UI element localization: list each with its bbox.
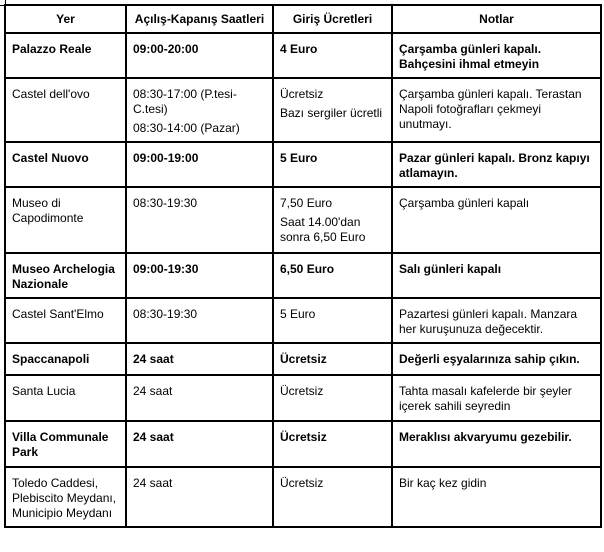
table-row (5, 421, 601, 467)
hours-cell (126, 142, 273, 187)
notes-cell-text: Salı günleri kapalı (399, 262, 502, 276)
place-cell (5, 467, 126, 527)
fee-cell-text: Ücretsiz (280, 352, 327, 366)
fee-cell-text: 5 Euro (280, 151, 318, 165)
fee-cell-text: Bazı sergiler ücretli (280, 106, 383, 120)
place-cell (5, 187, 126, 253)
table-row (5, 78, 601, 142)
table-row (5, 467, 601, 527)
notes-cell-text: Pazar günleri kapalı. Bronz kapıyı atlamayın. (399, 151, 590, 180)
notes-cell-text: Bir kaç kez gidin (399, 476, 487, 490)
notes-cell-text: Tahta masalı kafelerde bir şeyler içerek sahili seyredin (399, 384, 572, 413)
notes-cell-text: Çarşamba günleri kapalı. Terastan Napoli fotoğrafları çekmeyi unutmayı. (399, 87, 582, 131)
hours-cell (126, 78, 273, 142)
fee-cell (273, 78, 392, 142)
header-fee: Giriş Ücretleri (273, 5, 392, 33)
place-cell (5, 142, 126, 187)
place-cell-text: Castel Sant'Elmo (12, 307, 104, 321)
place-cell-text: Villa Communale Park (12, 430, 109, 459)
fee-cell-text: 7,50 Euro (280, 196, 333, 210)
hours-cell (126, 467, 273, 527)
notes-cell (392, 421, 601, 467)
hours-cell-text: 09:00-19:30 (133, 262, 199, 276)
notes-cell-text: Pazartesi günleri kapalı. Manzara her kuruşunuza değecektir. (399, 307, 578, 336)
place-cell-text: Museo di Capodimonte (12, 196, 84, 225)
attractions-table (4, 4, 602, 528)
header-row (5, 5, 601, 33)
hours-cell (126, 343, 273, 375)
place-cell-text: Toledo Caddesi, Plebiscito Meydanı, Municipio Meydanı (12, 476, 117, 520)
fee-cell (273, 187, 392, 253)
header-place: Yer (5, 5, 126, 33)
table-row (5, 253, 601, 298)
notes-cell (392, 343, 601, 375)
hours-cell-text: 24 saat (133, 384, 173, 398)
place-cell-text: Palazzo Reale (12, 42, 92, 56)
notes-cell (392, 78, 601, 142)
fee-cell (273, 343, 392, 375)
place-cell (5, 33, 126, 78)
fee-cell (273, 253, 392, 298)
fee-cell (273, 421, 392, 467)
fee-cell (273, 142, 392, 187)
place-cell (5, 253, 126, 298)
place-cell (5, 78, 126, 142)
table-row (5, 142, 601, 187)
place-cell (5, 375, 126, 421)
hours-cell-text: 08:30-19:30 (133, 307, 198, 321)
fee-cell-text: Ücretsiz (280, 384, 324, 398)
hours-cell-text: 08:30-17:00 (P.tesi-C.tesi) (133, 87, 237, 116)
table-row (5, 343, 601, 375)
notes-cell (392, 33, 601, 78)
table-row (5, 375, 601, 421)
table-row (5, 187, 601, 253)
place-cell-text: Castel Nuovo (12, 151, 89, 165)
hours-cell-text: 24 saat (133, 352, 174, 366)
hours-cell (126, 33, 273, 78)
notes-cell (392, 187, 601, 253)
notes-cell (392, 142, 601, 187)
notes-cell (392, 253, 601, 298)
place-cell-text: Castel dell'ovo (12, 87, 90, 101)
place-cell (5, 298, 126, 343)
fee-cell-text: Ücretsiz (280, 476, 324, 490)
hours-cell-text: 09:00-20:00 (133, 42, 199, 56)
fee-cell-text: Saat 14.00'dan sonra 6,50 Euro (280, 215, 366, 244)
fee-cell-text: 5 Euro (280, 307, 316, 321)
hours-cell (126, 187, 273, 253)
place-cell (5, 421, 126, 467)
fee-cell (273, 33, 392, 78)
fee-cell (273, 298, 392, 343)
hours-cell (126, 253, 273, 298)
notes-cell (392, 375, 601, 421)
hours-cell (126, 298, 273, 343)
place-cell-text: Santa Lucia (12, 384, 76, 398)
fee-cell-text: Ücretsiz (280, 87, 324, 101)
place-cell-text: Spaccanapoli (12, 352, 90, 366)
notes-cell-text: Çarşamba günleri kapalı (399, 196, 530, 210)
notes-cell-text: Değerli eşyalarınıza sahip çıkın. (399, 352, 580, 366)
notes-cell (392, 467, 601, 527)
hours-cell (126, 421, 273, 467)
fee-cell (273, 375, 392, 421)
hours-cell-text: 24 saat (133, 476, 173, 490)
fee-cell-text: 4 Euro (280, 42, 318, 56)
hours-cell-text: 09:00-19:00 (133, 151, 199, 165)
hours-cell-text: 08:30-14:00 (Pazar) (133, 121, 240, 135)
header-hours: Açılış-Kapanış Saatleri (126, 5, 273, 33)
table-row (5, 33, 601, 78)
hours-cell-text: 08:30-19:30 (133, 196, 198, 210)
place-cell (5, 343, 126, 375)
header-notes: Notlar (392, 5, 601, 33)
fee-cell (273, 467, 392, 527)
fee-cell-text: 6,50 Euro (280, 262, 335, 276)
notes-cell-text: Meraklısı akvaryumu gezebilir. (399, 430, 572, 444)
hours-cell-text: 24 saat (133, 430, 174, 444)
notes-cell (392, 298, 601, 343)
table-row (5, 298, 601, 343)
fee-cell-text: Ücretsiz (280, 430, 327, 444)
place-cell-text: Museo Archelogia Nazionale (12, 262, 115, 291)
hours-cell (126, 375, 273, 421)
notes-cell-text: Çarşamba günleri kapalı. Bahçesini ihmal etmeyin (399, 42, 542, 71)
